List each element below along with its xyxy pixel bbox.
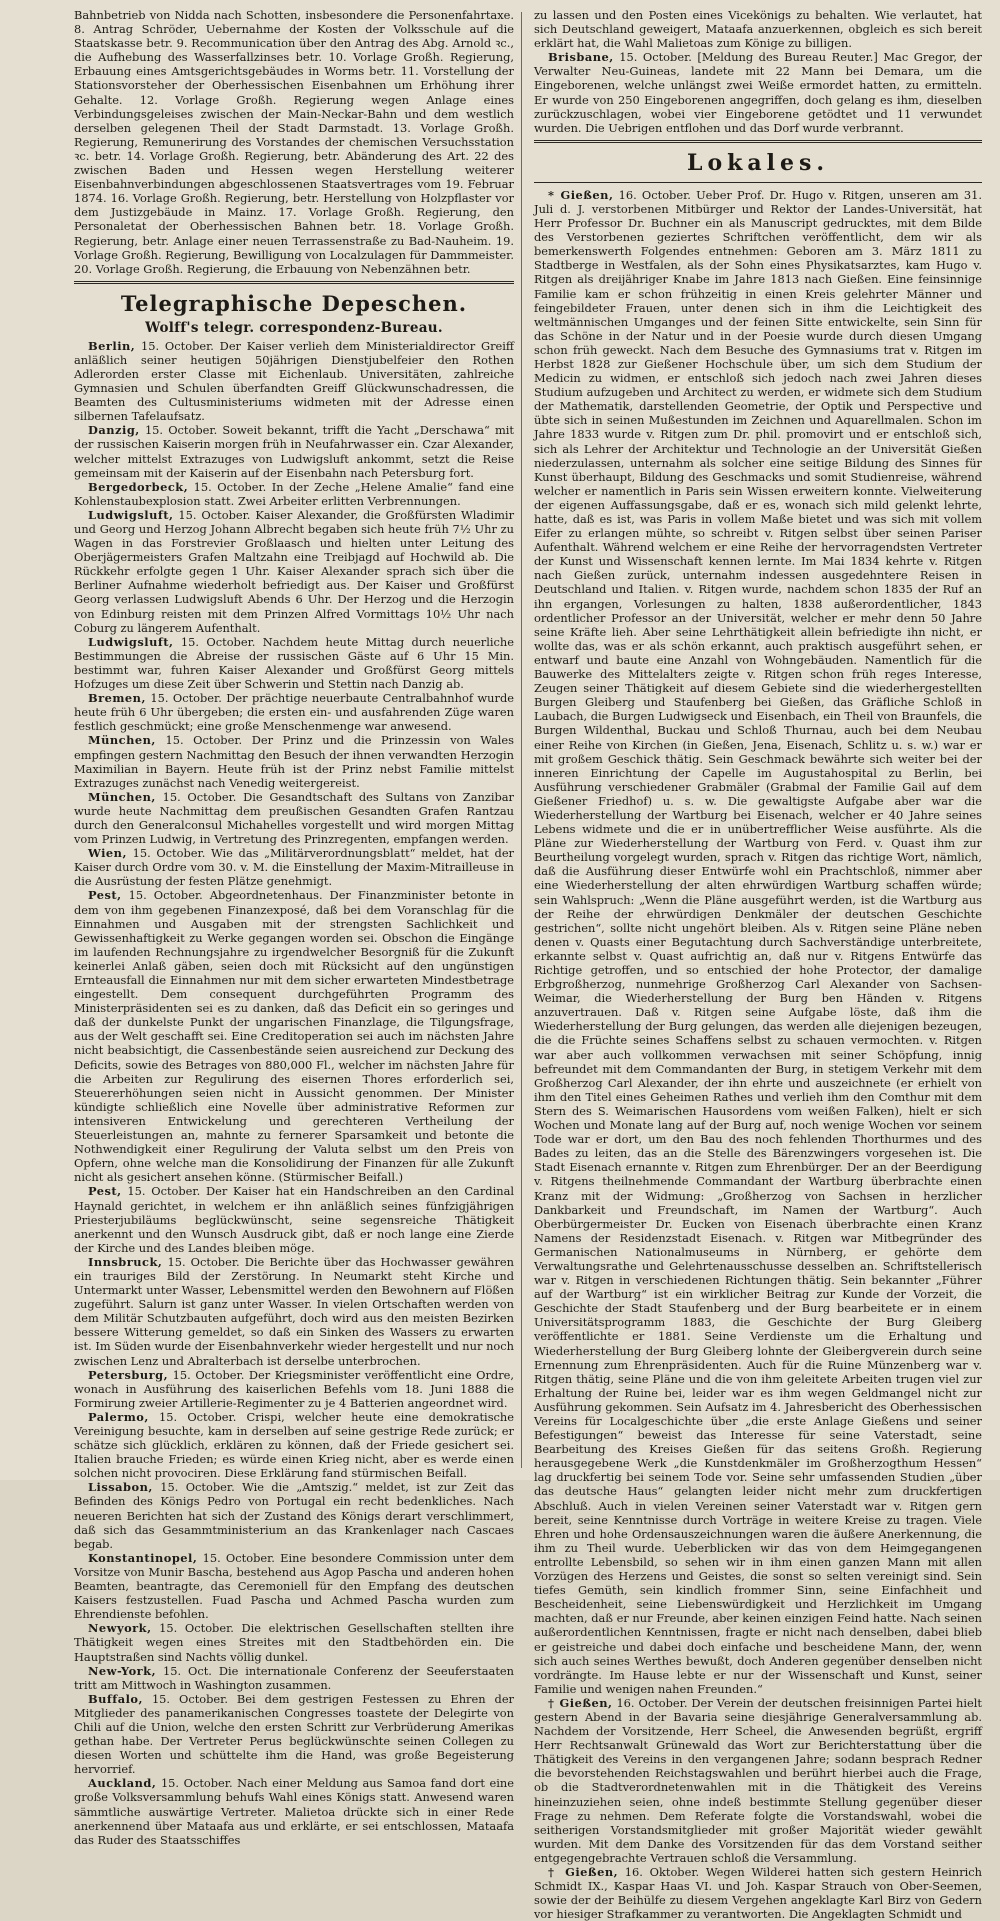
dispatch-item-text: 15. October. Eine besondere Commission unter dem Vorsitze von Munir Bascha, bestehend aus Agop Pascha und anderen hohen Beamten, beantragte, das Ceremoniell für den Empfang des deutschen Kaisers festzustellen. Fuad Pascha und Achmed Pascha wurden zum Ehrendienste befohlen. <box>74 1550 514 1622</box>
dispatch-item <box>74 1776 514 1846</box>
dispatch-item-text: 15. October. Der Kaiser verlieh dem Ministerialdirector Greiff anläßlich seiner heutigen 50jährigen Dienstjubelfeier den Rothen Adlerorden erster Classe mit Eichenlaub. Universitäten, zahlreiche Gymnasien und Schulen überfandten Greiff Glückwunschadressen, die Beamten des Cultusministeriums widmeten mit der Adresse einen silbernen Tafelaufsatz. <box>74 338 514 424</box>
dispatch-item <box>74 1255 514 1368</box>
dispatch-item-text: 15. October. In der Zeche „Helene Amalie“ fand eine Kohlenstaubexplosion statt. Zwei Arbeiter erlitten Verbrennungen. <box>74 479 514 508</box>
dispatch-item-text: 15. October. Der Kaiser hat ein Handschreiben an den Cardinal Haynald gerichtet, in welchem er ihn anläßlich seines fünfzigjährigen Priesterjubiläums beglückwünscht, seine segensreiche Thätigkeit anerkennt und den Wunsch Ausdruck gibt, daß er noch lange eine Zierde der Kirche und des Landes bleiben möge. <box>74 1184 514 1255</box>
dispatch-item-text: 15. October. Wie die „Amtszig.“ meldet, ist zur Zeit das Befinden des Königs Pedro von Portugal ein recht bedenkliches. Nach neueren Berichten hat sich der Zustand des Königs derart verschlimmert, daß sich das Gesammtministerium an das Krankenlager nach Cascaes begab. <box>74 1480 514 1551</box>
dispatch-item-text: 15. October. Die Berichte über das Hochwasser gewähren ein trauriges Bild der Zerstörung. In Neumarkt steht Kirche und Untermarkt unter Wasser, Lebensmittel werden den Bewohnern auf Flößen zugeführt. Salurn ist ganz unter Wasser. In vielen Ortschaften werden von dem Militär Schutzbauten aufgeführt, doch wird aus den meisten Bezirken bessere Witterung gemeldet, so daß ein Sinken des Wassers zu erwarten ist. Im Süden wurde der Eisenbahnverkehr wieder hergestellt und nur noch zwischen Lenz und Abralterbach ist derselbe unterbrochen. <box>74 1254 514 1368</box>
column-rule <box>521 12 522 1468</box>
dispatch-item-dateline: Bergedorbeck, <box>88 479 189 494</box>
dispatch-item-dateline: Pest, <box>88 888 122 903</box>
dispatch-item-text: 15. October. Crispi, welcher heute eine demokratische Vereinigung besuchte, kam in derselben auf seine gestrige Rede zurück; er schätze sich glücklich, erklären zu können, daß der Friede gesichert sei. Italien brauche Frieden; es würde einen Krieg nicht, aber es werde einen solchen nicht provociren. Diese Erklärung fand stürmischen Beifall. <box>74 1409 515 1481</box>
lokales-item <box>534 1865 982 1921</box>
lokales-item <box>534 1696 982 1865</box>
right-column <box>534 8 982 1921</box>
dispatch-item <box>74 1480 514 1550</box>
lokales-list <box>534 188 982 1921</box>
dispatch-dateline: Brisbane, <box>548 50 614 65</box>
dispatch-item-dateline: Wien, <box>88 846 127 861</box>
dispatch-item-dateline: München, <box>88 789 156 804</box>
lokales-item-text: 16. Oktober. Wegen Wilderei hatten sich gestern Heinrich Schmidt IX., Kaspar Haas VI. und Joh. Kaspar Strauch von Ober-Seemen, sowie der der Beihülfe zu diesem Vergehen angeklagte Karl Birz von Gedern vor hiesiger Strafkammer zu verantworten. Die Angeklagten Schmidt und <box>534 1865 982 1921</box>
dispatch-item-dateline: Berlin, <box>88 338 136 353</box>
dispatch-item <box>74 733 514 789</box>
lokales-item-text: 16. October. Ueber Prof. Dr. Hugo v. Ritgen, unseren am 31. Juli d. J. verstorbenen Mitbürger und Rektor der Landes-Universität, hat Herr Professor Dr. Buchner ein als Manuscript gedrucktes, mit dem Bilde des Verstorbenen geziertes Schriftchen veröffentlicht, dem wir als bemerkenswerth Folgendes entnehmen: Geboren am 3. März 1811 zu Stadtberge in Westfalen, als der Sohn eines Physikatsarztes, kam Hugo v. Ritgen als dreijähriger Knabe im Jahre 1813 nach Gießen. Eine feinsinnige Familie kam er schon frühzeitig in einen Kreis gelehrter Männer und feingebildeter Frauen, unter denen sich in ihm die Leichtigkeit des weltmännischen Umganges und der feinen Sitte entwickelte, sein Sinn für das Schöne in der Natur und in der Poesie wurde durch diesen Umgang schon früh geweckt. Nach dem Besuche des Gymnasiums trat v. Ritgen im Herbst 1828 zur Gießener Hochschule über, um sich dem Studium der Medicin zu widmen, er entschloß sich jedoch nach zwei Jahren dieses Studium aufzugeben und Architect zu werden, er widmete sich dem Studium der Mathematik, darstellenden Geometrie, der Optik und Perspective und übte sich in seinen Mußestunden im Zeichnen und Aquarellmalen. Schon im Jahre 1833 wurde v. Ritgen zum Dr. phil. promovirt und er entschloß sich, sich als Lehrer der Architektur und Technologie an der Universität Gießen niederzulassen, unternahm als solcher eine seitige Bildung des Sinnes für Kunst überhaupt, Bildung des Geschmacks und somit Studienreise, während welcher er namentlich in Paris sein Wissen erweitern konnte. Vielweiterung der eigenen Auffassungsgabe, daß er es, wonach sich mild gelenkt lehrte, hatte, daß es ist, was Paris in vollem Maße bietet und was sich mit vollem Eifer zu erlangen mühte, so schreibt v. Ritgen selbst über seinen Pariser Aufenthalt. Während welchem er eine Reihe der hervorragendsten Vertreter der Kunst und Wissenschaft kennen lernte. Im Mai 1834 kehrte v. Ritgen nach Gießen zurück, unternahm indessen ausgedehntere Reisen in Deutschland und Italien. v. Ritgen wurde, nachdem schon 1835 der Ruf an ihn ergangen, Vorlesungen zu halten, 1838 außerordentlicher, 1843 ordentlicher Professor an der Universität, welcher er mehr denn 50 Jahre seine Kräfte lieh. Aber seine Lehrthätigkeit allein befriedigte ihn nicht, er wollte das, was er als schön erkannt, auch praktisch ausgeführt sehen, er entwarf und baute eine Anzahl von Wohngebäuden. Namentlich für die Bauwerke des Mittelalters zeigte v. Ritgen schon früh reges Interesse, Zeugen seiner Thätigkeit auf diesem Gebiete sind die wiederhergestellten Burgen Gleiberg und Staufenberg bei Gießen, das Gräfliche Schloß in Laubach, die Burgen Ludwigseck und Eisenbach, ein Theil von Braunfels, die Burgen Wildenthal, Buckau und Schloß Thurnau, auch bei dem Neubau einer Reihe von Kirchen (in Gießen, Jena, Eisenach, Schlitz u. s. w.) war er mit großem Geschick thätig. Sein Geschmack bewährte sich weiter bei der inneren Einrichtung der Capelle im Augustahospital zu Berlin, bei Ausführung verschiedener Grabmäler (Grabmal der Familie Gail auf dem Gießener Friedhof) u. s. w. Die gewaltigste Aufgabe aber war die Wiederherstellung der Wartburg bei Eisenach, welcher er 40 Jahre seines Lebens widmete und die er in unübertrefflicher Weise ausführte. Als die Pläne zur Wiederherstellung der Wartburg von Ferd. v. Quast ihm zur Beurtheilung vorgelegt wurden, sprach v. Ritgen das richtige Wort, nämlich, daß die Ausführung dieser Entwürfe wohl ein Prachtschloß, nimmer aber eine Wiederherstellung der alten ehrwürdigen Wartburg schaffen würde; sein Wahlspruch: „Wenn die Pläne ausgeführt werden, ist die Wartburg aus der Reihe der ehrwürdigen Denkmäler der deutschen Geschichte gestrichen“, sollte nicht ungehört bleiben. Als v. Ritgen seine Pläne neben denen v. Quasts einer Begutachtung durch Sachverständige unterbreitete, erkannte selbst v. Quast aufrichtig an, daß nur v. Ritgens Entwürfe das Richtige getroffen, und so entschied der hohe Protector, der damalige Erbgroßherzog, nunmehrige Großherzog Carl Alexander von Sachsen-Weimar, die Wiederherstellung der Burg ben Händen v. Ritgens anzuvertrauen. Daß v. Ritgen seine Aufgabe löste, daß ihm die Wiederherstellung der Burg gelungen, das werden alle diejenigen bezeugen, die die Früchte seines Schaffens selbst zu schauen vermochten. v. Ritgen war aber auch vollkommen verwachsen mit seiner Schöpfung, innig befreundet mit dem Commandanten der Burg, in stetigem Verkehr mit dem Großherzog Carl Alexander, der ihn ehrte und auszeichnete (er erhielt von ihm den Titel eines Geheimen Rathes und verlieh ihm den Comthur mit dem Stern des S. Weimarischen Hausordens vom weißen Falken), hielt er sich Wochen und Monate lang auf der Burg auf, noch wenige Wochen vor seinem Tode war er dort, um den Bau des noch fehlenden Thorthurmes und des Bades zu leiten, das an die Stelle des Bärenzwingers vorgesehen ist. Die Stadt Eisenach ernannte v. Ritgen zum Ehrenbürger. Der an der Beerdigung v. Ritgens theilnehmende Commandant der Wartburg überbrachte einen Kranz mit der Widmung: „Großherzog von Sachsen in herzlicher Dankbarkeit und Freundschaft, im Namen der Wartburg“. Auch Oberbürgermeister Dr. Eucken von Eisenach überbrachte einen Kranz Namens der Residenzstadt Eisenach. v. Ritgen war Mitbegründer des Germanischen Nationalmuseums in Nürnberg, er gehörte dem Verwaltungsrathe und Gelehrtenausschusse desselben an. Schriftstellerisch war v. Ritgen in verschiedenen Richtungen thätig. Sein bekannter „Führer auf der Wartburg“ ist ein wirklicher Beitrag zur Kunde der Vorzeit, die Geschichte der Stadt Staufenberg und der Burg bearbeitete er in einem Universitätsprogramm 1883, die Geschichte der Burg Gleiberg veröffentlichte er 1881. Seine Verdienste um die Erhaltung und Wiederherstellung der Burg Gleiberg lohnte der Gleibergverein durch seine Ernennung zum Ehrenpräsidenten. Auch für die Ruine Münzenberg war v. Ritgen thätig, seine Pläne und die von ihm geleitete Arbeiten trugen viel zur Erhaltung der Ruine bei, leider war es ihm wegen Geldmangel nicht zur Ausführung gekommen. Sein Aufsatz im 4. Jahresbericht des Oberhessischen Vereins für Localgeschichte über „die erste Anlage Gießens und seiner Befestigungen“ beweist das Interesse für seine Vaterstadt, seine Bearbeitung des Kreises Gießen für das seitens Großh. Regierung herausgegebene Werk „die Kunstdenkmäler im Großherzogthum Hessen“ lag druckfertig bei seinem Tode vor. Seine sehr umfassenden Studien „über das deutsche Haus“ gelangten leider nicht mehr zum druckfertigen Abschluß. Auch in vielen Vereinen seiner Vaterstadt war v. Ritgen gern bereit, seine Kenntnisse durch Vorträge in weitere Kreise zu tragen. Viele Ehren und hohe Ordensauszeichnungen waren die äußere Anerkennung, die ihm zu Theil wurde. Ueberblicken wir das von dem Heimgegangenen entrollte Lebensbild, so sehen wir in ihm einen ganzen Mann mit allen Vorzügen des Herzens und Geistes, die sonst so selten vereinigt sind. Sein tiefes Gemüth, sein kindlich frommer Sinn, seine Einfachheit und Bescheidenheit, seine Liebenswürdigkeit und Herzlichkeit im Umgang machten, daß er nur Freunde, aber keinen einzigen Feind hatte. Nach seinen außerordentlichen Kenntnissen, fragte er nicht nach denselben, dabei blieb er geistreiche und dabei doch einfache und bescheidene Mann, der, wenn sich auch seines Werthes bewußt, doch Anderen gegenüber denselben nicht vordrängte. Im Hause lebte er nur der Wissenschaft und Kunst, seiner Familie und wenigen nahen Freunden.“ <box>534 187 982 1696</box>
dispatch-item-text: 15. October. Wie das „Militärverordnungsblatt“ meldet, hat der Kaiser durch Ordre vom 30. v. M. die Einstellung der Maxim-Mitrailleuse in die Ausrüstung der festen Plätze genehmigt. <box>74 846 515 889</box>
dispatch-item <box>74 790 514 846</box>
section-divider <box>74 281 514 284</box>
dispatch-item <box>74 480 514 508</box>
dispatch-item-dateline: Petersburg, <box>88 1367 169 1382</box>
agenda-continuation: Bahnbetrieb von Nidda nach Schotten, insbesondere die Personenfahrtaxe. 8. Antrag Schröder, Uebernahme der Kosten der Volksschule auf die Staatskasse betr. 9. Recommunication über den Antrag des Abg. Arnold ꝛc., die Aufhebung des Wasserfallzinses betr. 10. Vorlage Großh. Regierung, Erbauung eines Amtsgerichtsgebäudes in Worms betr. 11. Vorstellung der Stationsvorsteher der Oberhessischen Eisenbahnen um Erhöhung ihrer Gehalte. 12. Vorlage Großh. Regierung wegen Anlage eines Verbindungsgeleises zwischen der Main-Neckar-Bahn und dem westlich derselben gelegenen Theil der Stadt Darmstadt. 13. Vorlage Großh. Regierung, Remunerirung des Vorstandes der chemischen Versuchsstation ꝛc. betr. 14. Vorlage Großh. Regierung, betr. Abänderung des Art. 22 des zwischen Baden und Hessen wegen Herstellung weiterer Eisenbahnverbindungen abgeschlossenen Staatsvertrages vom 19. Februar 1874. 16. Vorlage Großh. Regierung, betr. Herstellung von Holzpflaster vor dem Justizgebäude in Mainz. 17. Vorlage Großh. Regierung, den Personaletat der Oberhessischen Bahnen betr. 18. Vorlage Großh. Regierung, betr. Anlage einer neuen Terrassenstraße zu Bad-Nauheim. 19. Vorlage Großh. Regierung, Bewilligung von Localzulagen für Dammmeister. 20. Vorlage Großh. Regierung, die Erbauung von Nebenzähnen betr. <box>74 8 514 276</box>
lokales-item-dateline: † Gießen, <box>548 1695 613 1710</box>
dispatch-item-dateline: New-York, <box>88 1663 157 1678</box>
dispatch-item-text: 15. October. Kaiser Alexander, die Großfürsten Wladimir und Georg und Herzog Johann Albrecht begaben sich heute früh 7½ Uhr zu Wagen in das Forstrevier Großlaasch und hielten unter Leitung des Oberjägermeisters Grafen Maltzahn eine Treibjagd auf Hochwild ab. Die Rückkehr erfolgte gegen 1 Uhr. Kaiser Alexander sprach sich über die Berliner Aufnahme wiederholt befriedigt aus. Der Kaiser und Großfürst Georg verlassen Ludwigsluft Abends 6 Uhr. Der Herzog und die Herzogin von Edinburg reisten mit dem Prinzen Alfred Vormittags 10½ Uhr nach Coburg zu längerem Aufenthalt. <box>74 507 515 635</box>
dispatch-item <box>534 50 982 135</box>
dispatch-item-dateline: Palermo, <box>88 1409 149 1424</box>
dispatch-item-text: 15. October. Nach einer Meldung aus Samoa fand dort eine große Volksversammlung behufs Wahl eines Königs statt. Anwesend waren sämmtliche auswärtige Vertreter. Malietoa drückte sich in einer Rede anerkennend über Mataafa aus und erklärte, er sei entschlossen, Mataafa das Ruder des Staatsschiffes <box>74 1776 514 1847</box>
dispatch-item-text: 15. October. Bei dem gestrigen Festessen zu Ehren der Mitglieder des panamerikanischen Congresses toastete der Delegirte von Chili auf die Union, welche den ersten Schritt zur Verbrüderung Amerikas gethan habe. Der Vertreter Perus beglückwünschte seinen Collegen zu diesen Worten und schüttelte ihm die Hand, was große Begeisterung hervorrief. <box>74 1691 514 1777</box>
lokales-title: Lokales. <box>686 149 830 176</box>
dispatch-item-dateline: Buffalo, <box>88 1691 143 1706</box>
dispatch-continuation: zu lassen und den Posten eines Vicekönigs zu behalten. Wie verlautet, hat sich Deutschland geweigert, Mataafa anzuerkennen, obgleich es sich bereit erklärt hat, die Wahl Malietoas zum Könige zu billigen. <box>534 8 982 51</box>
lokales-item-dateline: * Gießen, <box>548 187 614 202</box>
dispatch-item-text: 15. October. Abgeordnetenhaus. Der Finanzminister betonte in dem von ihm gegebenen Finanzexposé, daß bei dem Voranschlag für die Einnahmen und Ausgaben mit der strengsten Sachlichkeit und Gewissenhaftigkeit zu Werke gegangen worden sei. Obschon die Eingänge im laufenden Rechnungsjahre zu irgendwelcher Besorgniß für die Zukunft keinerlei Anlaß gäben, seien doch mit Rücksicht auf den ungünstigen Ernteausfall die Einnahmen nur mit dem sicher erwarteten Mindestbetrage eingestellt. Dem consequent durchgeführten Programm des Ministerpräsidenten sei es zu danken, daß das Deficit ein so geringes und daß der dunkelste Punkt der ungarischen Finanzlage, die Tilgungsfrage, aus der Welt geschafft sei. Eine Creditoperation sei auch im nächsten Jahre nicht beabsichtigt, die Cassenbestände seien ausreichend zur Deckung des Deficits, sowie des Betrages von 880,000 Fl., welcher im nächsten Jahre für die Arbeiten zur Regulirung des eisernen Thores erforderlich sei, Steuererhöhungen seien nicht in Aussicht genommen. Der Minister kündigte schließlich eine Novelle über administrative Reformen zur intensiveren Entwickelung und gerechteren Vertheilung der Steuerleistungen an, mahnte zu fernerer Sparsamkeit und betonte die Nothwendigkeit einer Regulirung der Valuta selbst um den Preis von Opfern, ohne welche man die Konsolidirung der Finanzen für alle Zukunft nicht als gesichert ansehen könne. (Stürmischer Beifall.) <box>74 888 514 1185</box>
dispatch-list <box>74 339 514 1847</box>
dispatch-item-dateline: Newyork, <box>88 1621 152 1636</box>
dispatch-item <box>74 1692 514 1777</box>
dispatch-item-text: 15. October. Der Prinz und die Prinzessin von Wales empfingen gestern Nachmittag den Besuch der ihnen verwandten Herzogin Maximilian in Bayern. Heute früh ist der Prinz nebst Familie mittelst Extrazuges zunächst nach Venedig weitergereist. <box>74 733 515 790</box>
dispatch-item <box>74 1368 514 1410</box>
dispatch-item <box>74 1551 514 1621</box>
dispatch-item <box>74 508 514 635</box>
dispatch-item-dateline: Lissabon, <box>88 1480 153 1495</box>
dispatch-item-text: 15. Oct. Die internationale Conferenz der Seeuferstaaten tritt am Mittwoch in Washington zusammen. <box>74 1663 515 1692</box>
dispatch-item-dateline: Innsbruck, <box>88 1254 163 1269</box>
section-subtitle: Wolff's telegr. correspondenz-Bureau. <box>145 319 443 336</box>
dispatch-item <box>74 1621 514 1663</box>
left-column <box>74 8 515 1847</box>
dispatch-item-text: 15. October. Die elektrischen Gesellschaften stellten ihre Thätigkeit wegen eines Streites mit den Stadtbehörden ein. Die Hauptstraßen sind Nachts völlig dunkel. <box>74 1621 515 1664</box>
dispatch-item <box>74 339 514 424</box>
dispatch-text: 15. October. [Meldung des Bureau Reuter.] Mac Gregor, der Verwalter Neu-Guineas, landete mit 22 Mann bei Demara, um die Eingeborenen, welche unlängst zwei Weiße ermordet hatten, zu ermitteln. Er wurde von 250 Eingeborenen angegriffen, doch gelang es ihm, dieselben zurückzuschlagen, wobei vier Eingeborene getödtet und 11 verwundet wurden. Die Uebrigen entflohen und das Dorf wurde verbrannt. <box>534 50 982 135</box>
section-divider <box>534 140 982 143</box>
dispatch-item-text: 15. October. Soweit bekannt, trifft die Yacht „Derschawa“ mit der russischen Kaiserin morgen früh in Neufahrwasser ein. Czar Alexander, welcher mittelst Extrazuges von Ludwigsluft ankommt, setzt die Reise gemeinsam mit der Kaiserin auf der Eisenbahn nach Petersburg fort. <box>74 423 515 480</box>
section-divider <box>534 182 982 183</box>
dispatch-item <box>74 1184 514 1254</box>
dispatch-item-text: 15. October. Nachdem heute Mittag durch neuerliche Bestimmungen die Abreise der russischen Gäste auf 6 Uhr 15 Min. bestimmt war, fuhren Kaiser Alexander und Großfürst Georg mittels Hofzuges um diese Zeit über Schwerin und Stettin nach Danzig ab. <box>74 634 514 692</box>
dispatch-item-dateline: Ludwigsluft, <box>88 507 174 522</box>
dispatch-item <box>74 635 514 691</box>
dispatch-item-dateline: Danzig, <box>88 423 140 438</box>
dispatch-item-dateline: Auckland, <box>88 1776 157 1791</box>
lokales-item-dateline: † Gießen, <box>548 1865 619 1879</box>
dispatch-item-dateline: Bremen, <box>88 691 146 706</box>
dispatch-item-dateline: München, <box>88 733 156 748</box>
dispatch-item-text: 15. October. Die Gesandtschaft des Sultans von Zanzibar wurde heute Nachmittag dem preußischen Gesandten Grafen Rantzau durch den Generalconsul Michahelles vorgestellt und wird morgen Mittag vom Prinzen Ludwig, in Vertretung des Prinzregenten, empfangen werden. <box>74 789 514 847</box>
lokales-item <box>534 188 982 1696</box>
section-title: Telegraphische Depeschen. <box>120 290 468 316</box>
dispatch-item-dateline: Pest, <box>88 1184 122 1199</box>
dispatch-item-text: 15. October. Der Kriegsminister veröffentlicht eine Ordre, wonach in Ausführung des kaiserlichen Befehls vom 18. Juni 1888 die Formirung zweier Artillerie-Regimenter zu je 4 Batterien angeordnet wird. <box>74 1367 514 1410</box>
dispatch-item <box>74 846 514 888</box>
dispatch-item <box>74 691 514 733</box>
lokales-item-text: 16. October. Der Verein der deutschen freisinnigen Partei hielt gestern Abend in der Bavaria seine diesjährige Generalversammlung ab. Nachdem der Vorsitzende, Herr Scheel, die Anwesenden begrüßt, ergriff Herr Rechtsanwalt Grünewald das Wort zur Berichterstattung über die Thätigkeit des Vereins in den vergangenen Jahre; sodann besprach Redner die bevorstehenden Reichstagswahlen und berührt hierbei auch die Frage, ob die Stadtverordnetenwahlen mit in die Thätigkeit des Vereins hineinzuziehen seien, ohne indeß bestimmte Stellung gegenüber dieser Frage zu nehmen. Dem Referate folgte die Vorstandswahl, wobei die seitherigen Vorstandsmitglieder mit großer Majorität wieder gewählt wurden. Mit dem Danke des Vorsitzenden für das dem Vorstand seither entgegengebrachte Vertrauen schloß die Versammlung. <box>534 1695 982 1865</box>
dispatch-item <box>74 888 514 1184</box>
dispatch-item <box>74 423 514 479</box>
dispatch-item <box>74 1410 514 1480</box>
dispatch-item-dateline: Ludwigsluft, <box>88 634 174 649</box>
dispatch-item <box>74 1664 514 1692</box>
dispatch-item-text: 15. October. Der prächtige neuerbaute Centralbahnhof wurde heute früh 6 Uhr übergeben; die ersten ein- und ausfahrenden Züge waren festlich geschmückt; eine große Menschenmenge war anwesend. <box>74 691 514 734</box>
dispatch-item-dateline: Konstantinopel, <box>88 1550 198 1565</box>
